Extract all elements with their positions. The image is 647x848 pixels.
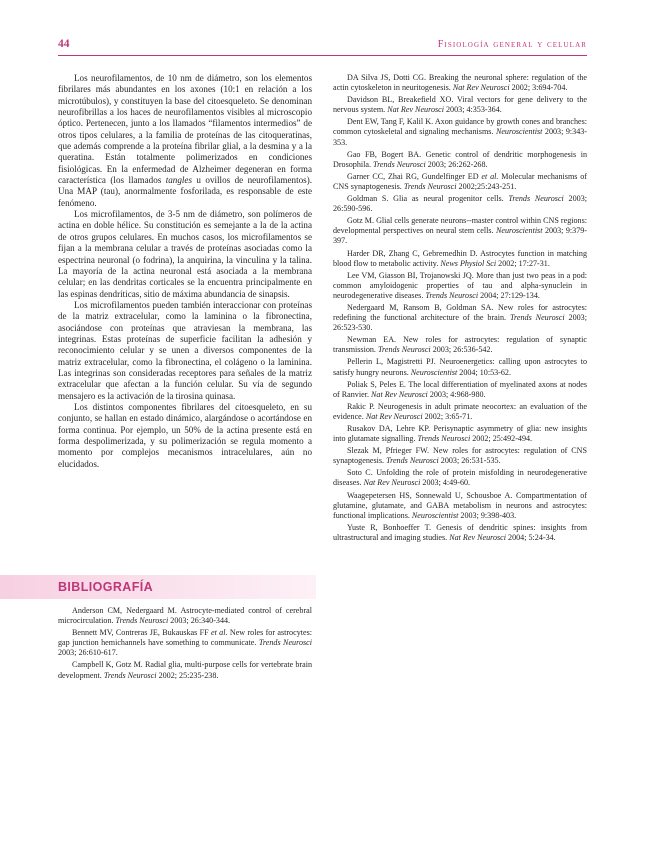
reference-item: Gotz M. Glial cells generate neurons--master control within CNS regions: developmental perspectives on neural stem cells. Neuroscientist 2003; 9:379-397.: [333, 216, 587, 246]
reference-item: Anderson CM, Nedergaard M. Astrocyte-mediated control of cerebral microcirculation. Trends Neurosci 2003; 26:340-344.: [58, 606, 312, 626]
reference-item: Nedergaard M, Ransom B, Goldman SA. New roles for astrocytes: redefining the functional architecture of the brain. Trends Neurosci 2003; 26:523-530.: [333, 302, 587, 333]
left-column: [58, 73, 312, 470]
reference-item: Slezak M, Pfrieger FW. New roles for astrocytes: regulation of CNS synaptogenesis. Trends Neurosci 2003; 26:531-535.: [333, 446, 587, 466]
reference-item: Waagepetersen HS, Sonnewald U, Schousboe A. Compartmentation of glutamine, glutamate, and GABA metabolism in neurons and astrocytes: functional implications. Neuroscientist 2003; 9:398-403.: [333, 490, 587, 520]
reference-item: Soto C. Unfolding the role of protein misfolding in neurodegenerative diseases. Nat Rev Neurosci 2003; 4:49-60.: [333, 468, 587, 488]
reference-item: Lee VM, Giasson BI, Trojanowski JQ. More than just two peas in a pod: common amyloidogenic properties of tau and alpha-synuclein in neurodegenerative diseases. Trends Neurosci 2004; 27:129-134.: [333, 270, 587, 300]
body-paragraph: Los microfilamentos, de 3-5 nm de diámetro, son polímeros de actina en doble hélice. Su constitución es semejante a la de la actina de otros grupos celulares. En muchos casos, los microfilamentos se fijan a la membrana celular a través de proteínas asociadas como la espectrina neuronal (o fodrina), la anquirina, la vinculina y la talina. La mayoría de la actina neuronal está asociada a la membrana celular; en las dendritas corticales se la encuentra principalmente en las espinas dendríticas, sitio de máxima abundancia de sinapsis.: [58, 209, 312, 299]
reference-item: Dent EW, Tang F, Kalil K. Axon guidance by growth cones and branches: common cytoskeletal and signaling mechanisms. Neuroscientist 2003; 9:343-353.: [333, 117, 587, 147]
page-number: 44: [58, 38, 70, 50]
section-band: [0, 575, 316, 599]
reference-item: Bennett MV, Contreras JE, Bukauskas FF et al. New roles for astrocytes: gap junction hemichannels have something to communicate. Trends Neurosci 2003; 26:610-617.: [58, 628, 312, 658]
running-head: Fisiología general y celular: [437, 39, 587, 50]
body-paragraph: Los neurofilamentos, de 10 nm de diámetro, son los elementos fibrilares más abundantes en los axones (10:1 en relación a los microtúbulos), y constituyen la base del citoesqueleto. Se denominan neurofibrillas a los haces de neurofilamentos visibles al microscopio óptico. Pertenecen, junto a los llamados “filamentos intermedios” de otros tipos celulares, a la familia de proteínas de las citoqueratinas, que además comprende a la proteína fibrilar glial, a la desmina y a la queratina. Están totalmente polimerizados en condiciones fisiológicas. En la enfermedad de Alzheimer degeneran en forma característica (los llamados tangles u ovillos de neurofilamentos). Una MAP (tau), anormalmente fosforilada, es responsable de este fenómeno.: [58, 73, 312, 208]
body-paragraph: Los distintos componentes fibrilares del citoesqueleto, en su conjunto, se hallan en estado dinámico, alargándose o acortándose en forma continua. Por ejemplo, un 50% de la actina presente está en forma despolimerizada, y su polimerización se regula momento a momento por complejos mecanismos intracelulares, aún no elucidados.: [58, 401, 312, 469]
reference-item: Goldman S. Glia as neural progenitor cells. Trends Neurosci 2003; 26:590-596.: [333, 194, 587, 214]
reference-item: Pellerin L, Magistretti PJ. Neuroenergetics: calling upon astrocytes to satisfy hungry neurons. Neuroscientist 2004; 10:53-62.: [333, 357, 587, 377]
reference-item: Rakic P. Neurogenesis in adult primate neocortex: an evaluation of the evidence. Nat Rev Neurosci 2002; 3:65-71.: [333, 401, 587, 421]
reference-item: DA Silva JS, Dotti CG. Breaking the neuronal sphere: regulation of the actin cytoskeleton in neuritogenesis. Nat Rev Neurosci 2002; 3:694-704.: [333, 73, 587, 93]
right-column: [333, 73, 587, 545]
reference-item: Harder DR, Zhang C, Gebremedhin D. Astrocytes function in matching blood flow to metabolic activity. News Physiol Sci 2002; 17:27-31.: [333, 248, 587, 268]
body-paragraph: Los microfilamentos pueden también interaccionar con proteínas de la matriz extracelular, como la laminina o la fibronectina, asociándose con proteínas que atraviesan la membrana, las integrinas. Estas proteínas de superficie facilitan la adhesión y reconocimiento celular y se unen a diversos componentes de la matriz extracelular, como la fibronectina, el colágeno o la laminina. Las integrinas son consideradas receptores para señales de la matriz extracelular que afectan a la función celular. Su vía de segundo mensajero es la activación de la tirosina quinasa.: [58, 299, 312, 401]
reference-item: Newman EA. New roles for astrocytes: regulation of synaptic transmission. Trends Neurosci 2003; 26:536-542.: [333, 335, 587, 355]
reference-item: Yuste R, Bonhoeffer T. Genesis of dendritic spines: insights from ultrastructural and imaging studies. Nat Rev Neurosci 2004; 5:24-34.: [333, 522, 587, 542]
reference-item: Rusakov DA, Lehre KP. Perisynaptic asymmetry of glia: new insights into glutamate signalling. Trends Neurosci 2002; 25:492-494.: [333, 424, 587, 444]
section-title: BIBLIOGRAFÍA: [58, 580, 154, 594]
reference-item: Gao FB, Bogert BA. Genetic control of dendritic morphogenesis in Drosophila. Trends Neurosci 2003; 26:262-268.: [333, 149, 587, 169]
header-rule: [58, 55, 587, 56]
reference-item: Garner CC, Zhai RG, Gundelfinger ED et al. Molecular mechanisms of CNS synaptogenesis. Trends Neurosci 2002;25:243-251.: [333, 171, 587, 191]
references-left: [58, 606, 312, 683]
reference-item: Davidson BL, Breakefield XO. Viral vectors for gene delivery to the nervous system. Nat Rev Neurosci 2003; 4:353-364.: [333, 95, 587, 115]
reference-item: Campbell K, Gotz M. Radial glia, multi-purpose cells for vertebrate brain development. Trends Neurosci 2002; 25:235-238.: [58, 660, 312, 680]
reference-item: Poliak S, Peles E. The local differentiation of myelinated axons at nodes of Ranvier. Nat Rev Neurosci 2003; 4:968-980.: [333, 379, 587, 399]
